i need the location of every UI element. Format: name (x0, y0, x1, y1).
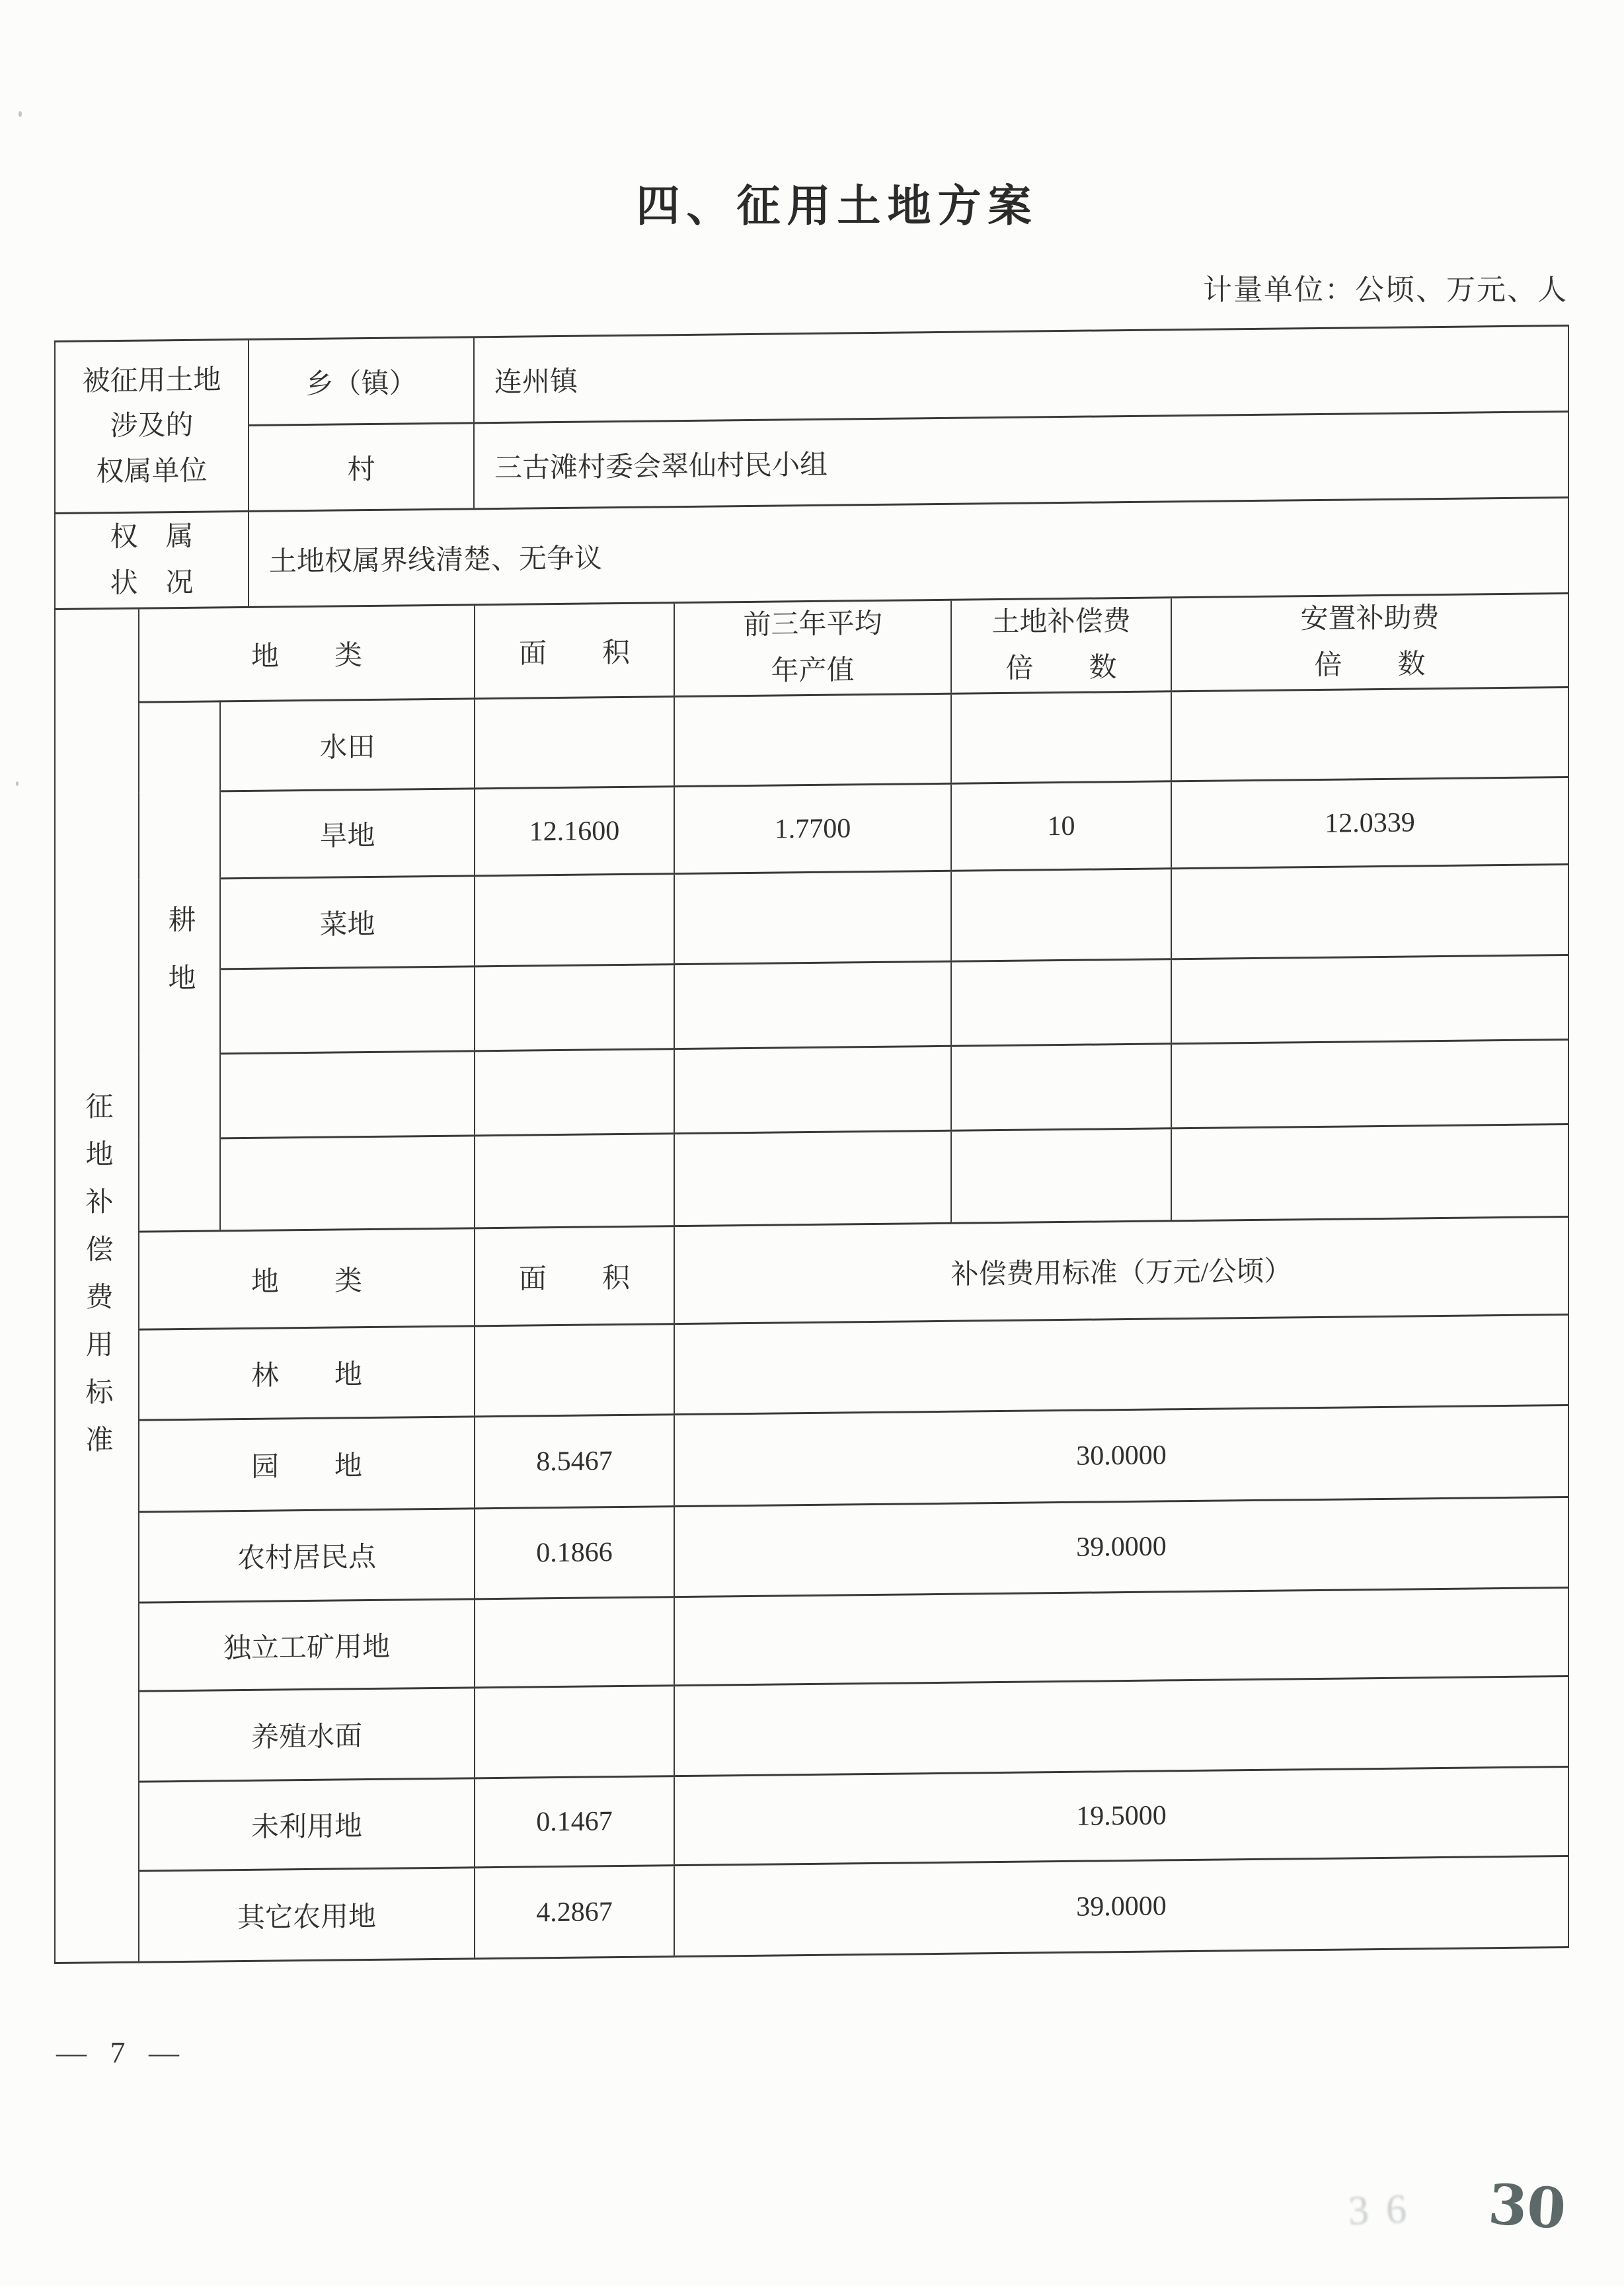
area-cell (475, 965, 674, 1051)
table-row (55, 326, 1568, 428)
standard-cell: 39.0000 (674, 1497, 1568, 1597)
table-header-row (55, 1217, 1568, 1331)
page-number: — 7 — (56, 2035, 187, 2069)
resettle-multiple-cell (1171, 688, 1568, 781)
ownership-header-cell (55, 339, 249, 513)
area-cell (475, 1134, 674, 1228)
table-row (55, 865, 1568, 971)
col-header-land-type: 地 类 (139, 605, 475, 702)
col-header-land-type-2: 地 类 (139, 1228, 475, 1329)
cultivated-group-label: 耕地 (164, 904, 195, 1021)
area-cell: 4.2867 (475, 1866, 674, 1959)
table-row (55, 1315, 1568, 1421)
land-type-cell: 旱地 (220, 789, 475, 879)
standard-cell (674, 1315, 1568, 1415)
land-type-cell: 菜地 (220, 876, 475, 969)
cultivated-group-cell (139, 701, 220, 1232)
land-type-cell: 园 地 (139, 1417, 475, 1512)
area-cell: 0.1467 (475, 1776, 674, 1868)
measurement-unit-note: 计量单位：公顷、万元、人 (1203, 274, 1568, 306)
scan-speck (16, 781, 19, 786)
table-row (55, 955, 1568, 1056)
land-type-cell (220, 1051, 475, 1138)
col-header-land-comp (951, 598, 1171, 693)
col-header-output (674, 600, 951, 696)
section-label-cell (55, 608, 139, 1963)
standard-cell: 39.0000 (674, 1856, 1568, 1957)
col-header-line: 安置补助费 (1300, 603, 1440, 635)
land-type-cell: 未利用地 (139, 1778, 475, 1871)
land-type-cell (220, 1136, 475, 1231)
table-row (55, 412, 1568, 514)
ownership-header-line: 权属单位 (96, 455, 208, 487)
page-title: 四、征用土地方案 (636, 182, 1038, 231)
resettle-multiple-cell (1171, 1040, 1568, 1128)
output-cell: 1.7700 (674, 783, 951, 873)
township-label-cell: 乡（镇） (249, 337, 474, 426)
section-label-vertical: 征地补偿费用标准 (81, 1091, 112, 1473)
status-label-line: 状 况 (110, 567, 194, 599)
land-type-cell: 农村居民点 (139, 1509, 475, 1602)
resettle-multiple-cell (1171, 865, 1568, 959)
land-type-cell: 其它农用地 (139, 1868, 475, 1962)
land-type-cell: 林 地 (139, 1326, 475, 1420)
ownership-table (54, 325, 1569, 610)
form-table-area (54, 325, 1568, 1934)
comp-multiple-cell (951, 959, 1171, 1046)
status-label-cell (55, 511, 249, 609)
township-value-cell: 连州镇 (474, 326, 1568, 423)
output-cell (674, 1130, 951, 1226)
table-row (55, 777, 1568, 881)
standard-cell: 19.5000 (674, 1767, 1568, 1866)
table-row (55, 1856, 1568, 1963)
col-header-line: 倍 数 (1314, 649, 1426, 681)
comp-multiple-cell (951, 1044, 1171, 1130)
col-header-line: 年产值 (771, 654, 855, 687)
table-row (55, 1405, 1568, 1513)
col-header-area-2: 面 积 (475, 1226, 674, 1326)
area-cell: 12.1600 (475, 787, 674, 876)
output-cell (674, 961, 951, 1048)
col-header-area: 面 积 (475, 603, 674, 699)
table-row (55, 1588, 1568, 1692)
table-header-row (55, 594, 1568, 703)
status-value-cell: 土地权属界线清楚、无争议 (249, 498, 1568, 608)
output-cell (674, 1046, 951, 1133)
table-row (55, 498, 1568, 610)
comp-multiple-cell (951, 1128, 1171, 1223)
area-cell (475, 1324, 674, 1417)
ownership-header-line: 涉及的 (110, 411, 194, 442)
village-label-cell: 村 (249, 423, 474, 512)
col-header-resettle (1171, 594, 1568, 691)
table-row (55, 1676, 1568, 1783)
standard-cell (674, 1588, 1568, 1686)
table-row (55, 1124, 1568, 1233)
area-cell (475, 1597, 674, 1688)
area-cell (475, 1686, 674, 1778)
village-value-cell: 三古滩村委会翠仙村民小组 (474, 412, 1568, 509)
col-header-line: 前三年平均 (743, 609, 882, 641)
comp-multiple-cell (951, 691, 1171, 783)
output-cell (674, 871, 951, 964)
area-cell: 0.1866 (475, 1507, 674, 1599)
handwritten-stamp-number: 30 (1486, 2171, 1568, 2242)
faint-stamp-mark: 36 (1347, 2186, 1425, 2234)
scan-speck (19, 111, 22, 117)
standard-cell: 30.0000 (674, 1405, 1568, 1507)
table-row (55, 688, 1568, 793)
ownership-header-line: 被征用土地 (82, 365, 221, 398)
comp-multiple-cell (951, 869, 1171, 961)
table-row (55, 1497, 1568, 1604)
col-header-line: 倍 数 (1005, 652, 1117, 684)
comp-multiple-cell: 10 (951, 781, 1171, 871)
land-type-cell: 水田 (220, 699, 475, 791)
area-cell: 8.5467 (475, 1415, 674, 1509)
col-header-line: 土地补偿费 (991, 606, 1131, 639)
col-header-standard: 补偿费用标准（万元/公顷） (674, 1217, 1568, 1324)
land-type-cell: 独立工矿用地 (139, 1599, 475, 1691)
resettle-multiple-cell (1171, 1124, 1568, 1221)
land-type-cell: 养殖水面 (139, 1688, 475, 1782)
table-row (55, 1040, 1568, 1140)
resettle-multiple-cell: 12.0339 (1171, 777, 1568, 869)
output-cell (674, 693, 951, 786)
area-cell (475, 874, 674, 966)
standard-cell (674, 1676, 1568, 1776)
area-cell (475, 1049, 674, 1136)
status-label-line: 权 属 (110, 522, 194, 553)
land-type-cell (220, 966, 475, 1054)
compensation-table (54, 592, 1569, 1964)
table-row (55, 1767, 1568, 1872)
resettle-multiple-cell (1171, 955, 1568, 1044)
area-cell (475, 697, 674, 789)
